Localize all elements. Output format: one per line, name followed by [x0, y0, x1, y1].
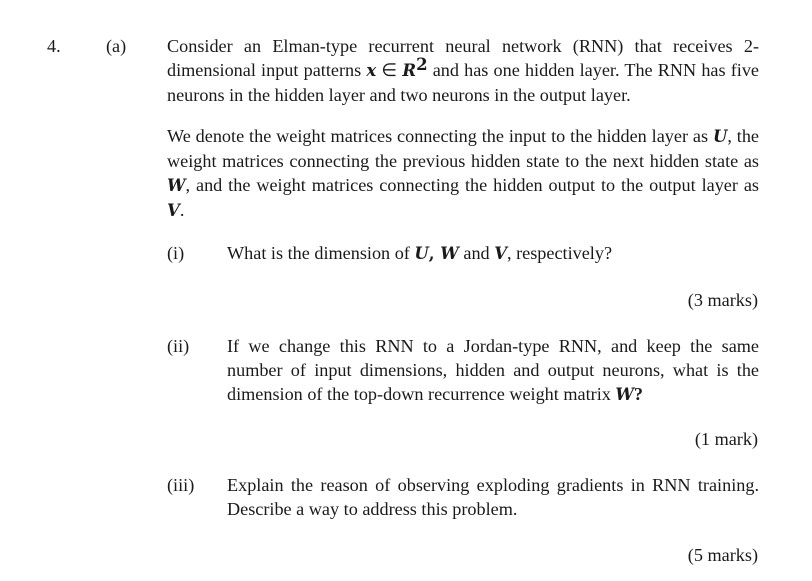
intro-p1-text-b: and has one hidden layer. The RNN has five neurons in the hidden layer and two neurons in the output layer.: [167, 60, 760, 105]
sub-i-text-d: , respectively?: [507, 243, 613, 263]
intro-p1-text-a: Consider an Elman-type recurrent neural network (RNN) that receives 2-dimensional input patterns: [167, 36, 759, 80]
math-V: V: [494, 244, 507, 263]
math-W: W: [440, 244, 459, 263]
intro-p2-text-d: .: [179, 200, 185, 220]
math-R: R: [402, 61, 417, 80]
intro-p2-text-b: , the weight matrices connecting the previous hidden state to the next hidden state as: [167, 126, 759, 171]
intro-p2-text-c: , and the weight matrices connecting the hidden output to the output layer as: [185, 175, 759, 195]
sub-question-ii-text: [227, 334, 759, 407]
intro-paragraph-1: [167, 34, 759, 107]
math-W: W: [615, 385, 634, 404]
math-W: W: [167, 176, 186, 195]
math-U: U: [712, 127, 728, 146]
sub-question-ii-marks: (1 mark): [694, 429, 758, 449]
math-exponent: 2: [416, 55, 428, 74]
sub-question-ii-label: (ii): [167, 336, 190, 356]
math-element-of: ∈: [376, 60, 403, 80]
intro-paragraph-2: [167, 124, 759, 223]
math-U: U: [414, 244, 429, 263]
part-label: (a): [106, 36, 127, 56]
sub-question-iii-text: Explain the reason of observing exploding gradients in RNN training. Describe a way to address this problem.: [227, 475, 759, 519]
sub-question-iii-label: (iii): [167, 475, 195, 495]
math-x: x: [366, 61, 377, 80]
intro-p2-text-a: We denote the weight matrices connecting the input to the hidden layer as: [167, 126, 713, 146]
sub-ii-question-mark: ?: [633, 384, 644, 404]
sub-i-comma: ,: [428, 244, 441, 263]
sub-ii-text-a: If we change this RNN to a Jordan-type RNN, and keep the same number of input dimensions, hidden and output neurons, what is the dimension of the top-down recurrence weight matrix: [227, 336, 759, 404]
sub-question-iii-marks: (5 marks): [687, 545, 758, 565]
sub-question-i-label: (i): [167, 243, 185, 263]
math-V: V: [167, 201, 180, 220]
sub-i-text-a: What is the dimension of: [227, 243, 415, 263]
sub-question-i-marks: (3 marks): [687, 290, 758, 310]
sub-question-i-text: [227, 241, 759, 266]
sub-i-text-c: and: [458, 243, 495, 263]
question-number: 4.: [47, 36, 61, 56]
